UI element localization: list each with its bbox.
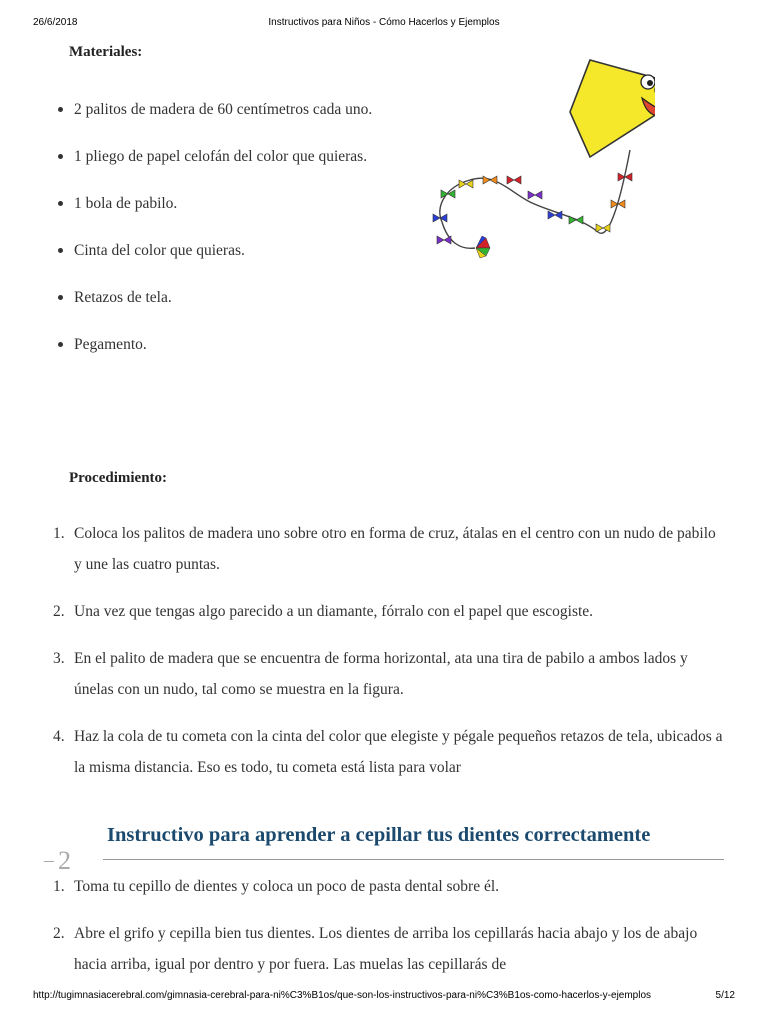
- step-text: Una vez que tengas algo parecido a un diamante, fórralo con el papel que escogiste.: [74, 603, 594, 620]
- step-text: En el palito de madera que se encuentra de forma horizontal, ata una tira de pabilo a ambos lados y únelas con un nudo, tal como se muestra en la figura.: [74, 650, 688, 698]
- materials-list: [74, 95, 409, 377]
- list-item: [53, 596, 724, 627]
- step-number: 1.: [53, 525, 65, 542]
- section-title: Instructivo para aprender a cepillar tus dientes correctamente: [107, 824, 651, 846]
- procedure-heading: Procedimiento:: [69, 470, 168, 486]
- step-text: Abre el grifo y cepilla bien tus dientes. Los dientes de arriba los cepillarás hacia abajo y los de abajo hacia arriba, igual por dentro y por fuera. Las muelas las cepillarás de: [74, 925, 698, 973]
- list-item: [53, 643, 724, 705]
- step-number: 1.: [53, 878, 65, 895]
- section-number-value: 2: [58, 846, 71, 875]
- list-item: [53, 918, 724, 980]
- kite-tail-fan: [476, 236, 490, 258]
- print-date: 26/6/2018: [33, 17, 78, 28]
- materials-heading: Materiales:: [69, 44, 143, 60]
- section-divider: [103, 859, 724, 860]
- kite-body: [570, 60, 655, 157]
- page-url: http://tugimnasiacerebral.com/gimnasia-cerebral-para-ni%C3%B1os/que-son-los-instructivos-para-ni%C3%B1os-como-hacerlos-y-ejemplos: [33, 990, 652, 1001]
- step-text: Haz la cola de tu cometa con la cinta del color que elegiste y pégale pequeños retazos de tela, ubicados a la misma distancia. Eso es todo, tu cometa está lista para volar: [74, 728, 723, 776]
- list-item: 1 pliego de papel celofán del color que quieras.: [74, 142, 409, 172]
- print-footer: [0, 990, 768, 1004]
- page-count: 5/12: [715, 990, 735, 1001]
- step-text: Toma tu cepillo de dientes y coloca un poco de pasta dental sobre él.: [74, 878, 500, 895]
- list-item: Cinta del color que quieras.: [74, 236, 409, 266]
- print-header: [0, 17, 768, 31]
- list-item: 1 bola de pabilo.: [74, 189, 409, 219]
- brushing-steps-list: [53, 871, 724, 996]
- list-item: [53, 518, 724, 580]
- section-dash: –: [44, 849, 54, 871]
- list-item: [53, 871, 724, 902]
- step-number: 2.: [53, 603, 65, 620]
- step-number: 3.: [53, 650, 65, 667]
- list-item: Retazos de tela.: [74, 283, 409, 313]
- list-item: 2 palitos de madera de 60 centímetros cada uno.: [74, 95, 409, 125]
- step-number: 2.: [53, 925, 65, 942]
- print-page-title: Instructivos para Niños - Cómo Hacerlos y Ejemplos: [268, 17, 500, 28]
- procedure-list: [53, 518, 724, 799]
- kite-illustration: [430, 52, 655, 267]
- kite-tail-string: [440, 150, 630, 248]
- list-item: Pegamento.: [74, 330, 409, 360]
- step-number: 4.: [53, 728, 65, 745]
- list-item: [53, 721, 724, 783]
- step-text: Coloca los palitos de madera uno sobre otro en forma de cruz, átalas en el centro con un nudo de pabilo y une las cuatro puntas.: [74, 525, 716, 573]
